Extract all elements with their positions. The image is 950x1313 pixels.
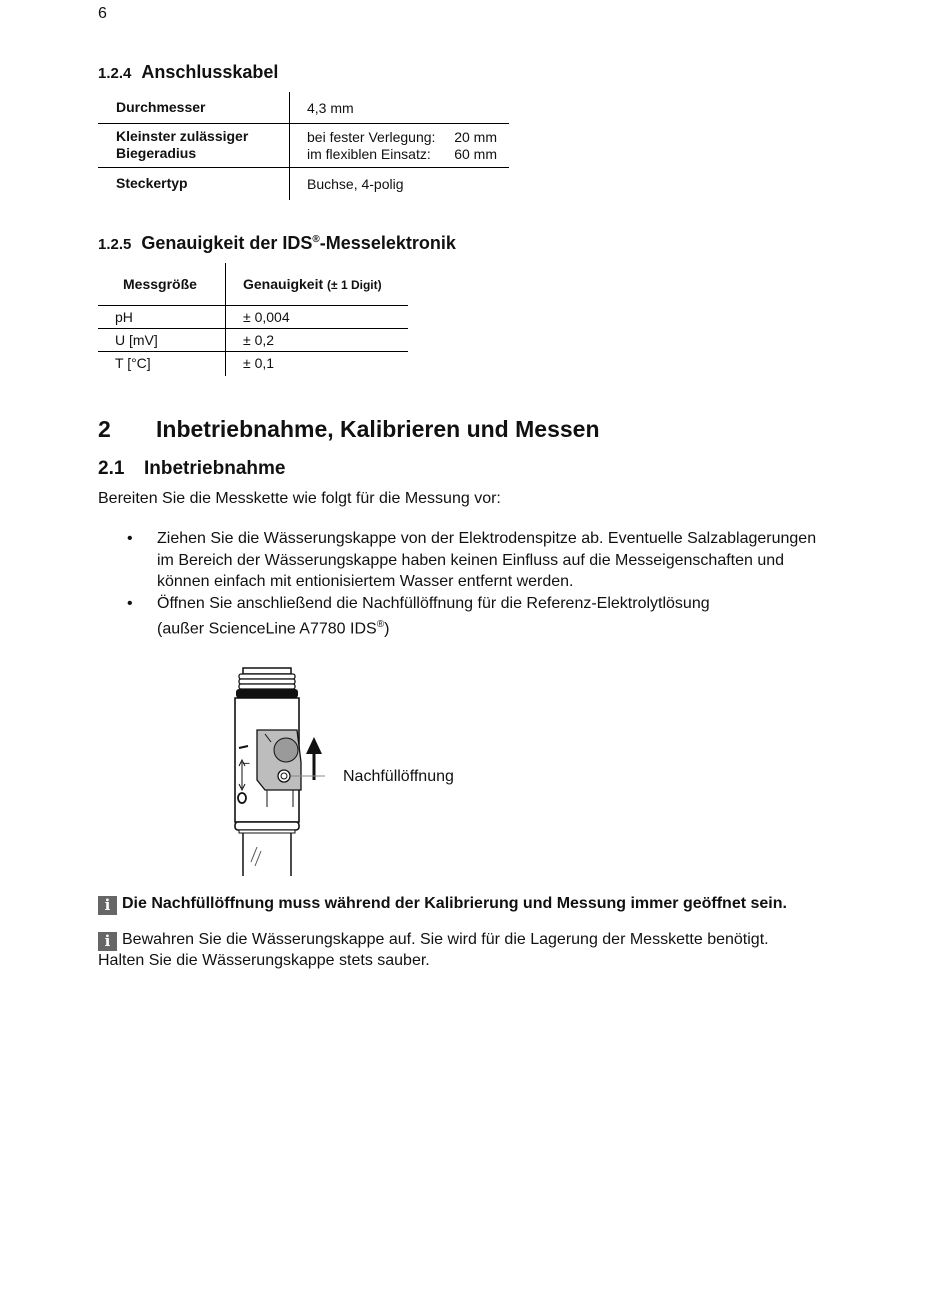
registered-mark: ® [376,619,385,630]
spec-key: im flexiblen Einsatz: [307,146,431,162]
section-title-part: Genauigkeit der IDS [141,233,313,253]
column-header-text: Genauigkeit [243,276,324,292]
chapter-number: 2 [98,416,111,442]
section-number: 1.2.5 [98,236,132,253]
table-row [98,124,509,168]
note-text: Bewahren Sie die Wässerungskappe auf. Sie wird für die Lagerung der Messkette benötigt. [122,931,769,948]
section-heading-inbetriebnahme [98,458,285,480]
spec-key: bei fester Verlegung: [307,129,436,145]
page-number: 6 [98,5,107,22]
table-row [98,92,509,124]
svg-text:I: I [240,762,250,765]
column-header-suffix: (± 1 Digit) [327,278,382,292]
list-item: • Ziehen Sie die Wässerungskappe von der Elektrodenspitze ab. Eventuelle Salzablagerungen im Bereich der Wässerungskappe haben keinen Einfluss auf die Messeigenschaften und können einfach mit entionisiertem Wasser entfernt werden. [99,528,829,593]
accuracy-cell: ± 0,1 [226,352,409,377]
refill-opening-callout: Nachfüllöffnung [343,768,454,785]
list-item [99,593,829,640]
note-text: Halten Sie die Wässerungskappe stets sauber. [98,952,430,969]
table-row [98,352,408,377]
section-heading-genauigkeit [98,233,456,254]
list-item-text: (außer ScienceLine A7780 IDS [157,620,377,638]
registered-mark: ® [312,234,320,245]
list-item-text: ) [384,620,390,638]
spec-number: 60 mm [454,146,497,162]
chapter-title: Inbetriebnahme, Kalibrieren und Messen [156,416,600,442]
accuracy-cell: ± 0,004 [226,306,409,329]
column-header: Messgröße [98,263,226,306]
spec-label: Kleinster zulässiger Biegeradius [98,124,290,168]
spec-number: 20 mm [454,129,497,145]
list-item-text: Öffnen Sie anschließend die Nachfüllöffnung für die Referenz-Elektrolytlösung [157,594,710,612]
section-title: Anschlusskabel [141,62,279,82]
note-text: Die Nachfüllöffnung muss während der Kalibrierung und Messung immer geöffnet sein. [122,895,787,912]
table-row [98,306,408,329]
quantity-cell: T [°C] [98,352,226,377]
quantity-cell: U [mV] [98,329,226,352]
spec-label: Steckertyp [98,168,290,201]
table-header-row [98,263,408,306]
chapter-heading [98,416,600,443]
spec-label: Durchmesser [98,92,290,124]
accuracy-cell: ± 0,2 [226,329,409,352]
column-header [226,263,409,306]
info-note [98,930,769,970]
spec-line [307,129,497,146]
table-row [98,329,408,352]
section-heading-anschlusskabel [98,62,278,83]
section-number: 2.1 [98,458,125,479]
intro-paragraph: Bereiten Sie die Messkette wie folgt für die Messung vor: [98,490,501,507]
spec-value: Buchse, 4-polig [290,168,510,201]
accuracy-table [98,263,408,376]
info-note-bold [98,894,787,915]
section-number: 1.2.4 [98,65,132,82]
instruction-list [99,528,829,640]
spec-value: 4,3 mm [307,100,354,116]
table-row [98,168,509,201]
quantity-cell: pH [98,306,226,329]
info-icon: i [98,932,117,951]
info-icon: i [98,896,117,915]
section-title-part: -Messelektronik [319,233,456,253]
spec-value [290,124,510,168]
spec-line [307,146,497,163]
cable-specs-table [98,92,509,200]
section-title: Inbetriebnahme [144,458,286,479]
electrode-illustration [225,662,335,878]
